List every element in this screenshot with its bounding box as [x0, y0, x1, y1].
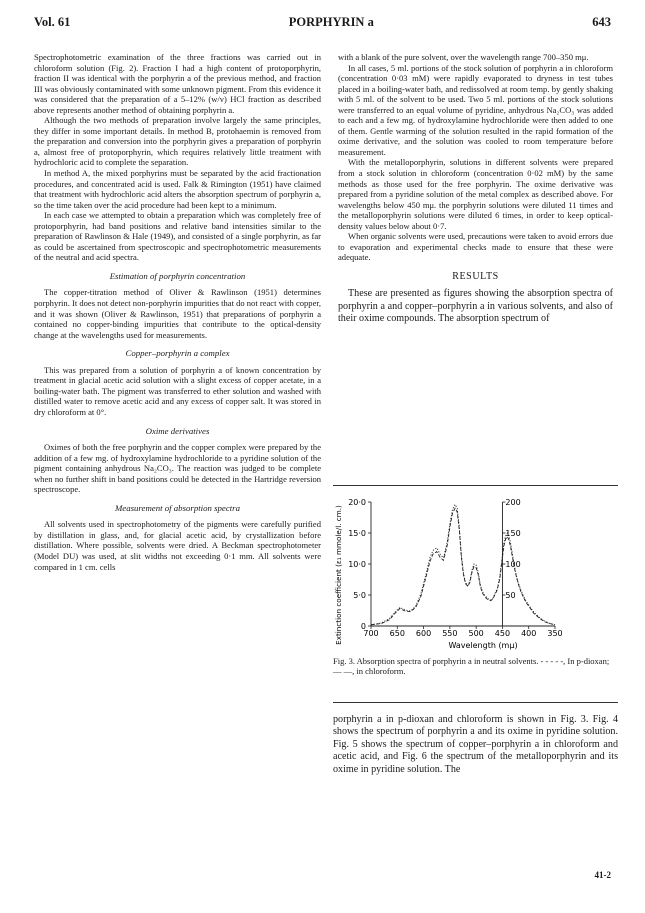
running-header [34, 15, 611, 33]
figure-bottom-rule [333, 702, 618, 703]
paragraph: With the metalloporphyrin, solutions in different solvents were prepared from a stock solution in chloroform (concentration 0·02 mM) by the same methods as those used for the free porphyrin. The oxime derivative was prepared from a pyridine solution of the metal complex as described above. For wavelengths below 450 mμ. the porphyrin solutions were diluted 11 times and the metalloporphyrin solutions were diluted 6 times, in order to keep optical-density values below about 0·7. [338, 157, 613, 231]
page-number: 643 [592, 15, 611, 29]
chart-axes [371, 502, 555, 626]
y-axis-label: Extinction coefficient (ε₁ mmole/l. cm.) [334, 505, 343, 645]
x-tick-label: 550 [442, 629, 458, 638]
y-right-tick-label: 200 [505, 498, 521, 507]
figure-top-rule [333, 485, 618, 486]
x-tick-label: 500 [468, 629, 484, 638]
y-tick-label: 20·0 [348, 498, 366, 507]
running-title: PORPHYRIN a [288, 15, 374, 29]
right-column [338, 52, 613, 326]
volume-label: Vol. 61 [34, 15, 71, 29]
x-tick-label: 350 [547, 629, 563, 638]
left-column [34, 52, 321, 572]
chart-ticks [348, 498, 562, 638]
paragraph: Spectrophotometric examination of the three fractions was carried out in chloroform solution (Fig. 2). Fraction I had a high content of protoporphyrin, fraction II was identical with the porphyrin a of the previous method, and fraction III was obviously contaminated with some unknown pigment. From this evidence it was considered that the preparation of a 5–12% (w/v) HCl fraction as described above represents another method of obtaining porphyrin a. [34, 52, 321, 115]
x-tick-label: 400 [521, 629, 537, 638]
section-heading-copper-complex: Copper–porphyrin a complex [125, 348, 230, 359]
results-paragraph: These are presented as figures showing the absorption spectra of porphyrin a and copper–porphyrin a in various solvents, and also of their oxime compounds. The absorption spectrum of [338, 288, 613, 325]
y-tick-label: 5·0 [353, 591, 366, 600]
paragraph: Oximes of both the free porphyrin and the copper complex were prepared by the addition of a few mg. of hydroxylamine hydrochloride to a pyridine solution of the pigment containing anhydrous Na₂CO₃. The reaction was judged to be complete when no further shift in band positions could be detected in the Hartridge reversion spectroscope. [34, 442, 321, 495]
results-heading: RESULTS [452, 270, 499, 282]
chart-series [371, 505, 555, 625]
series-line [371, 505, 555, 625]
section-heading-estimation: Estimation of porphyrin concentration [109, 270, 246, 281]
y-right-tick-label: 150 [505, 529, 521, 538]
x-tick-label: 700 [363, 629, 379, 638]
paragraph: This was prepared from a solution of porphyrin a of known concentration by treatment in glacial acetic acid solution with a slight excess of copper acetate, in a boiling-water bath. The pigment was transferred to ether solution and washed with distilled water to remove acetic acid and any excess of copper salt. It was stored in dry chloroform at 0°. [34, 364, 321, 417]
y-tick-label: 10·0 [348, 560, 366, 569]
paragraph: The copper-titration method of Oliver & Rawlinson (1951) determines porphyrin. It does not detect non-porphyrin impurities that do not react with copper, and it was shown (Oliver & Rawlinson, 1951) that preparations of porphyrin a contained no copper-binding impurities that contribute to the optical-density change at the wavelengths used for measurements. [34, 287, 321, 340]
paragraph: In all cases, 5 ml. portions of the stock solution of porphyrin a in chloroform (concentration 0·03 mM) were rapidly evaporated to dryness in test tubes placed in a boiling-water bath, and redissolved at room temp. by gently shaking with 5 ml. of the solvent to be used. Two 5 ml. portions of the stock solutions were transferred to an equal volume of pyridine, anhydrous Na₂CO₃ was added to each and a few mg. of hydroxylamine hydrochloride were then added to one of them. Gentle warming of the solution resulted in the rapid formation of the oxime derivative, and the solution was cooled to room temperature before measurement. [338, 62, 613, 157]
y-tick-label: 0 [360, 622, 366, 631]
paragraph: When organic solvents were used, precautions were taken to avoid errors due to evaporation and experimental checks made to ensure that these were adequate. [338, 231, 613, 263]
continued-paragraph: porphyrin a in p-dioxan and chloroform is shown in Fig. 3. Fig. 4 shows the spectrum of porphyrin a and its oxime in pyridine solution. Fig. 5 shows the spectrum of copper–porphyrin a in chloroform and acetic acid, and Fig. 6 the spectrum of the metalloporphyrin and its oxime in pyridine solution. The [333, 714, 618, 775]
y-right-tick-label: 100 [505, 560, 521, 569]
series-line [371, 508, 555, 625]
footer-signature: 41-2 [594, 870, 611, 880]
section-heading-oxime: Oxime derivatives [145, 425, 210, 436]
paragraph: All solvents used in spectrophotometry of the pigments were carefully purified by distillation in glass, and, for glacial acetic acid, by crystallization before distillation. Where possible, solvents were dried. A Beckman spectrophotometer (Model DU) was used, at slit widths not exceeding 0·1 mm. All solvents were compared in 1 cm. cells [34, 519, 321, 572]
x-axis-label: Wavelength (mμ) [448, 641, 518, 650]
absorption-spectra-chart [333, 490, 618, 650]
y-tick-label: 15·0 [348, 529, 366, 538]
x-tick-label: 650 [389, 629, 405, 638]
paragraph: In each case we attempted to obtain a preparation which was completely free of protoporphyrin, had band positions and relative band intensities similar to the preparation of Rawlinson & Hale (1949), and consisted of a single porphyrin, as far as could be ascertained from spectroscopic and spectrophotometric measurements of the neutral and acid spectra. [34, 210, 321, 263]
paragraph: Although the two methods of preparation involve largely the same principles, they differ in some important details. In method B, protohaemin is removed from the preparation and conversion into the porphyrin gives a preparation of porphyrin a, almost free of protoporphyrin, which requires relatively little treatment with hydrochloric acid to complete the separation. [34, 115, 321, 168]
paragraph: with a blank of the pure solvent, over the wavelength range 700–350 mμ. [338, 52, 589, 62]
x-tick-label: 450 [494, 629, 511, 638]
figure-caption: Fig. 3. Absorption spectra of porphyrin a in neutral solvents. - - - - -, In p-dioxan; — —, in chloroform. [333, 656, 610, 677]
section-heading-measurement: Measurement of absorption spectra [114, 502, 241, 513]
x-tick-label: 600 [415, 629, 432, 638]
paragraph: In method A, the mixed porphyrins must be separated by the acid fractionation procedures, and concentrated acid is used. Falk & Rimington (1951) have claimed that treatment with hydrochloric acid alters the absorption spectrum of porphyrin a, so the time taken over the acid procedure had been kept to a minimum. [34, 168, 321, 210]
y-right-tick-label: 50 [505, 591, 516, 600]
